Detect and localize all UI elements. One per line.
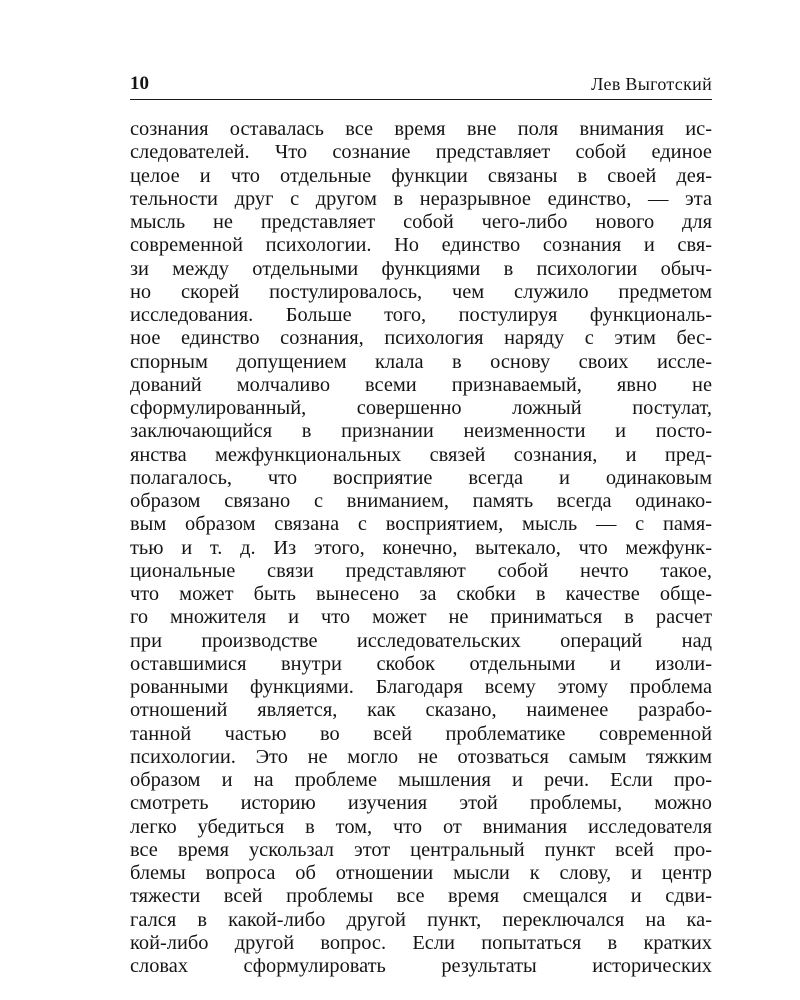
text-line: но скорей постулировалось, чем служило предметом <box>130 280 712 303</box>
text-line: сформулированный, совершенно ложный постулат, <box>130 397 712 419</box>
text-line: исследования. Больше того, постулируя функциональ- <box>130 304 712 326</box>
page-header <box>130 72 712 96</box>
text-line: танной частью во всей проблематике современной <box>130 722 712 745</box>
text-line: заключающийся в признании неизменности и посто- <box>130 420 712 443</box>
text-line: оставшимися внутри скобок отдельными и изоли- <box>130 652 712 675</box>
text-line: циональные связи представляют собой нечто такое, <box>130 559 712 582</box>
text-line: дований молчаливо всеми признаваемый, явно не <box>130 373 712 396</box>
text-line: целое и что отдельные функции связаны в своей дея- <box>130 164 712 187</box>
header-rule <box>130 99 712 100</box>
text-line: современной психологии. Но единство сознания и свя- <box>130 234 712 257</box>
text-line: тяжести всей проблемы все время смещался и сдви- <box>130 885 712 908</box>
text-line: тельности друг с другом в неразрывное единство, — эта <box>130 187 712 210</box>
text-line: янства межфункциональных связей сознания, и пред- <box>130 443 712 466</box>
text-line: ное единство сознания, психология наряду с этим бес- <box>130 327 712 350</box>
text-line: рованными функциями. Благодаря всему этому проблема <box>130 676 712 698</box>
text-line: отношений является, как сказано, наименее разрабо- <box>130 699 712 722</box>
text-line: зи между отдельными функциями в психологии обыч- <box>130 257 712 280</box>
text-line: все время ускользал этот центральный пункт всей про- <box>130 838 712 861</box>
text-line: тью и т. д. Из этого, конечно, вытекало, что межфунк- <box>130 536 712 559</box>
text-line: смотреть историю изучения этой проблемы, можно <box>130 792 712 815</box>
text-line: го множителя и что может не приниматься в расчет <box>130 606 712 629</box>
page-number: 10 <box>130 73 149 94</box>
running-head-author: Лев Выготский <box>591 74 712 94</box>
text-line: спорным допущением клала в основу своих иссле- <box>130 350 712 373</box>
body-text <box>130 118 712 978</box>
text-line: образом и на проблеме мышления и речи. Если про- <box>130 769 712 791</box>
text-line: что может быть вынесено за скобки в качестве обще- <box>130 583 712 605</box>
text-line: следователей. Что сознание представляет собой единое <box>130 141 712 164</box>
text-line: сознания оставалась все время вне поля внимания ис- <box>130 118 712 140</box>
text-line: мысль не представляет собой чего-либо нового для <box>130 211 712 233</box>
text-line: при производстве исследовательских операций над <box>130 629 712 652</box>
text-line: полагалось, что восприятие всегда и одинаковым <box>130 466 712 489</box>
text-line: блемы вопроса об отношении мысли к слову, и центр <box>130 862 712 884</box>
text-line: словах сформулировать результаты исторических <box>130 955 712 977</box>
text-line: гался в какой-либо другой пункт, переключался на ка- <box>130 908 712 931</box>
text-line: вым образом связана с восприятием, мысль — с памя- <box>130 513 712 536</box>
text-line: легко убедиться в том, что от внимания исследователя <box>130 815 712 838</box>
text-line: образом связано с вниманием, память всегда одинако- <box>130 490 712 512</box>
text-line: кой-либо другой вопрос. Если попытаться в кратких <box>130 931 712 954</box>
text-line: психологии. Это не могло не отозваться самым тяжким <box>130 745 712 768</box>
